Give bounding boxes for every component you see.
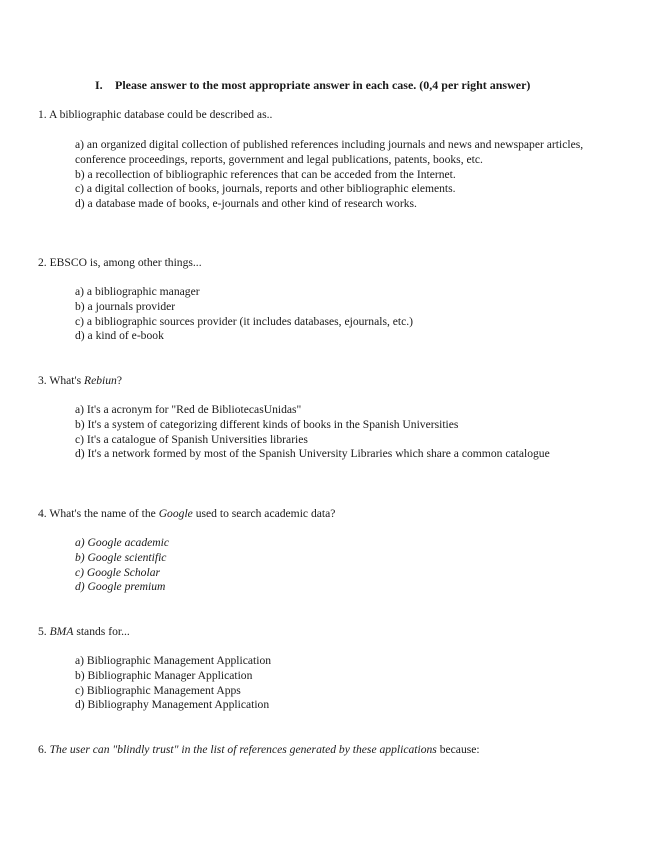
- question-6-prompt-end: because:: [436, 743, 480, 756]
- question-4-option-d: d) Google premium: [75, 580, 166, 594]
- question-5-prompt-term: BMA: [49, 625, 74, 638]
- question-2-options: [75, 285, 585, 344]
- question-4-prompt-term: Google: [158, 507, 193, 520]
- question-1-option-b: b) a recollection of bibliographic references that can be acceded from the Internet.: [75, 167, 456, 181]
- question-2-option-d: d) a kind of e-book: [75, 329, 164, 343]
- question-5-option-a: a) Bibliographic Management Application: [75, 654, 272, 667]
- section-title: Please answer to the most appropriate answer in each case. (0,4 per right answer): [115, 78, 531, 92]
- question-1-prompt: 1. A bibliographic database could be described as..: [38, 108, 273, 121]
- section-heading: [95, 78, 530, 93]
- question-4-option-c: c) Google Scholar: [75, 565, 161, 579]
- question-5-prompt-start: 5.: [38, 625, 50, 638]
- question-6-prompt-term: The user can "blindly trust" in the list of references generated by these applications: [49, 743, 437, 756]
- question-1-options: [75, 138, 585, 212]
- question-5-options: [75, 654, 585, 713]
- question-3-prompt-term: Rebiun: [84, 374, 117, 387]
- question-5-option-c: c) Bibliographic Management Apps: [75, 683, 241, 697]
- question-4-options: [75, 536, 585, 595]
- question-3-option-b: b) It's a system of categorizing different kinds of books in the Spanish Universities: [75, 417, 459, 431]
- question-3-options: [75, 403, 585, 462]
- question-3-option-d: d) It's a network formed by most of the Spanish University Libraries which share a common catalogue: [75, 447, 550, 461]
- question-5-option-d: d) Bibliography Management Application: [75, 698, 270, 712]
- question-3-option-c: c) It's a catalogue of Spanish Universities libraries: [75, 432, 308, 446]
- question-4-prompt-start: 4. What's the name of the: [38, 507, 159, 520]
- question-2-option-b: b) a journals provider: [75, 299, 176, 313]
- question-4-option-a: a) Google academic: [75, 536, 170, 549]
- question-5-prompt-end: stands for...: [73, 625, 130, 638]
- question-2-prompt: 2. EBSCO is, among other things...: [38, 256, 202, 269]
- question-3-prompt-start: 3. What's: [38, 374, 84, 387]
- question-3-option-a: a) It's a acronym for "Red de BibliotecasUnidas": [75, 403, 302, 416]
- question-5-prompt: [38, 625, 130, 640]
- question-2-option-c: c) a bibliographic sources provider (it includes databases, ejournals, etc.): [75, 314, 414, 328]
- question-6-prompt: [38, 743, 480, 758]
- question-1-option-a: a) an organized digital collection of published references including journals and news and newspaper articles, conference proceedings, reports, government and legal publications, patents, books, etc.: [75, 138, 584, 166]
- question-1-option-c: c) a digital collection of books, journals, reports and other bibliographic elements.: [75, 182, 456, 196]
- question-2-option-a: a) a bibliographic manager: [75, 285, 200, 298]
- question-3-prompt: [38, 374, 122, 389]
- question-1-option-d: d) a database made of books, e-journals and other kind of research works.: [75, 197, 417, 211]
- question-5-option-b: b) Bibliographic Manager Application: [75, 668, 253, 682]
- question-4-prompt-end: used to search academic data?: [192, 507, 336, 520]
- question-4-option-b: b) Google scientific: [75, 550, 167, 564]
- section-number: I.: [95, 78, 103, 92]
- question-4-prompt: [38, 507, 335, 522]
- question-3-prompt-end: ?: [116, 374, 122, 387]
- question-6-prompt-start: 6.: [38, 743, 50, 756]
